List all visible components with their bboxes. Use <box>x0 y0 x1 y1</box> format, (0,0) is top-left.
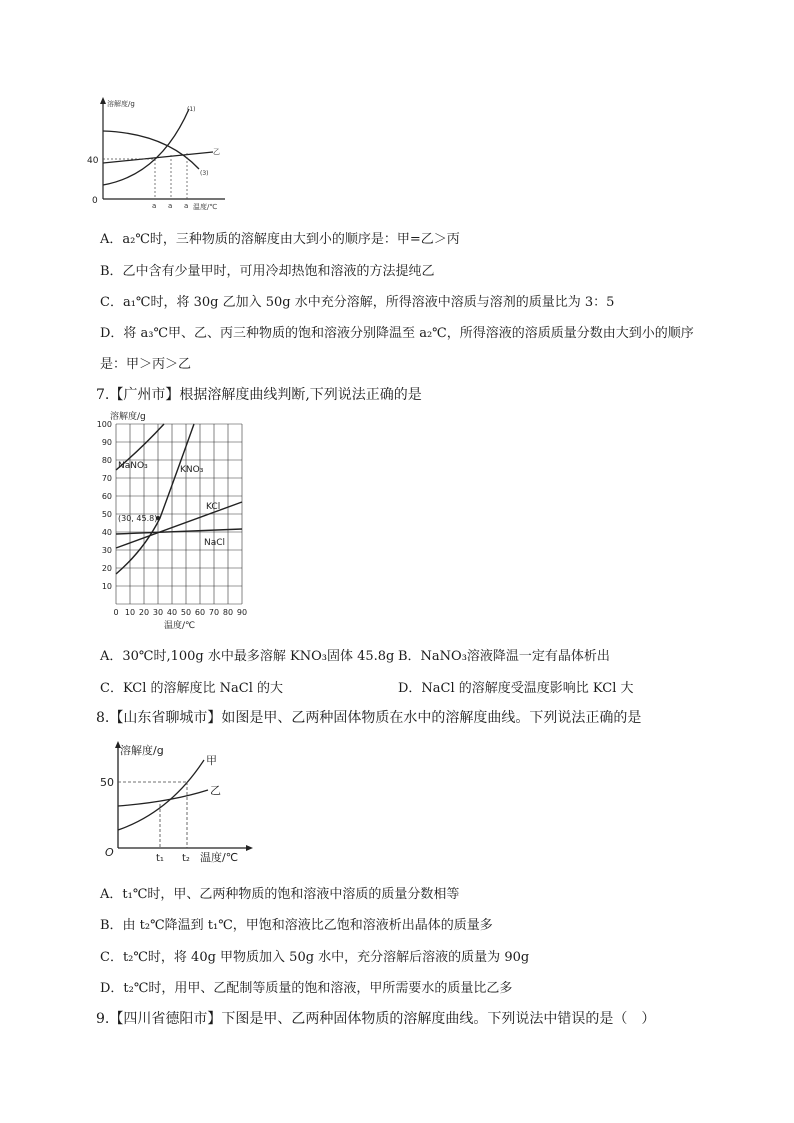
chart3-label-t2: t₂ <box>182 853 190 864</box>
chart1-label-yi: 乙 <box>213 148 220 156</box>
chart2-xtick-label: 50 <box>180 608 192 617</box>
solubility-chart-3 <box>100 740 260 865</box>
chart1-origin: 0 <box>92 196 98 206</box>
q7-stem: 7.【广州市】根据溶解度曲线判断,下列说法正确的是 <box>96 387 422 403</box>
chart1-curve-yi <box>103 152 213 163</box>
chart2-label-kno3: KNO₃ <box>180 465 204 475</box>
chart1-label-a2: a <box>168 202 173 210</box>
chart2-ytick-label: 40 <box>101 528 112 537</box>
chart3-label-yi: 乙 <box>210 784 221 797</box>
chart1-label-jia: (1) <box>187 106 196 113</box>
chart2-ytick-label: 90 <box>101 438 112 447</box>
chart1-ylabel: 溶解度/g <box>107 100 135 108</box>
q7-option-d: D．NaCl 的溶解度受温度影响比 KCl 大 <box>398 681 634 696</box>
q6-option-d-line2: 是：甲＞丙＞乙 <box>100 357 192 372</box>
chart2-ytick-label: 30 <box>101 546 112 555</box>
chart2-ytick-label: 70 <box>101 474 112 483</box>
q7-option-b: B．NaNO₃溶液降温一定有晶体析出 <box>398 649 610 664</box>
chart1-curve-jia <box>103 109 189 185</box>
chart2-ytick-label: 10 <box>101 582 112 591</box>
q8-stem: 8.【山东省聊城市】如图是甲、乙两种固体物质在水中的溶解度曲线。下列说法正确的是 <box>96 710 642 726</box>
chart2-ytick-label: 60 <box>101 492 112 501</box>
chart2-curve-kno3 <box>116 424 194 574</box>
chart2-xtick-label: 30 <box>152 608 164 617</box>
chart3-ylabel: 溶解度/g <box>120 744 164 757</box>
chart3-xlabel: 温度/℃ <box>200 851 239 864</box>
chart2-xtick-label: 90 <box>236 608 248 617</box>
q6-option-d-line1: D．将 a₃℃甲、乙、丙三种物质的饱和溶液分别降温至 a₂℃，所得溶液的溶质质量分数由大到小的顺序 <box>100 326 694 341</box>
chart2-xlabel: 温度/℃ <box>164 621 196 631</box>
chart2-xtick-label: 70 <box>208 608 220 617</box>
q6-option-b: B．乙中含有少量甲时，可用冷却热饱和溶液的方法提纯乙 <box>100 264 435 279</box>
q9-stem: 9.【四川省德阳市】下图是甲、乙两种固体物质的溶解度曲线。下列说法中错误的是（ ） <box>96 1011 656 1027</box>
chart2-xtick-label: 0 <box>113 608 119 617</box>
chart2-ytick-label: 50 <box>101 510 112 519</box>
chart2-label-point: (30, 45.8) <box>118 514 158 523</box>
solubility-chart-1 <box>85 95 235 215</box>
chart2-ylabel: 溶解度/g <box>110 412 146 422</box>
q6-option-c: C．a₁℃时，将 30g 乙加入 50g 水中充分溶解，所得溶液中溶质与溶剂的质量比为 3：5 <box>100 295 615 310</box>
chart2-xtick-label: 80 <box>222 608 234 617</box>
chart2-label-kcl: KCl <box>206 502 221 512</box>
q7-option-c: C．KCl 的溶解度比 NaCl 的大 <box>100 681 284 696</box>
chart1-label-bing: (3) <box>200 170 209 177</box>
solubility-chart-2 <box>92 410 262 632</box>
chart2-label-nano3: NaNO₃ <box>118 461 148 471</box>
chart2-xtick-label: 20 <box>138 608 150 617</box>
chart2-ytick-label: 100 <box>96 420 112 429</box>
q8-option-c: C．t₂℃时，将 40g 甲物质加入 50g 水中，充分溶解后溶液的质量为 90g <box>100 950 530 965</box>
chart1-xlabel: 温度/℃ <box>193 203 218 211</box>
chart3-ytick-50: 50 <box>100 776 114 789</box>
chart2-xtick-label: 10 <box>124 608 136 617</box>
q8-option-a: A．t₁℃时，甲、乙两种物质的饱和溶液中溶质的质量分数相等 <box>100 887 460 902</box>
chart2-xtick-label: 60 <box>194 608 206 617</box>
chart1-label-a3: a <box>184 202 189 210</box>
chart2-ytick-label: 80 <box>101 456 112 465</box>
chart1-y-arrow <box>100 97 106 104</box>
q8-option-b: B．由 t₂℃降温到 t₁℃，甲饱和溶液比乙饱和溶液析出晶体的质量多 <box>100 918 493 933</box>
chart3-origin: O <box>105 846 114 859</box>
chart3-label-t1: t₁ <box>156 853 164 864</box>
q8-option-d: D．t₂℃时，用甲、乙配制等质量的饱和溶液，甲所需要水的质量比乙多 <box>100 981 513 996</box>
q6-option-a: A．a₂℃时，三种物质的溶解度由大到小的顺序是：甲=乙＞丙 <box>100 232 460 247</box>
chart2-xtick-label: 40 <box>166 608 178 617</box>
chart2-curve-nacl <box>116 529 242 534</box>
chart2-ytick-label: 20 <box>101 564 112 573</box>
chart3-x-arrow <box>246 845 253 851</box>
chart1-label-a1: a <box>152 202 157 210</box>
q7-option-a: A．30℃时,100g 水中最多溶解 KNO₃固体 45.8g <box>100 649 395 664</box>
chart3-curve-yi <box>118 790 208 806</box>
chart1-ytick-40: 40 <box>87 156 99 166</box>
chart3-label-jia: 甲 <box>206 754 217 767</box>
chart2-label-nacl: NaCl <box>204 538 226 548</box>
